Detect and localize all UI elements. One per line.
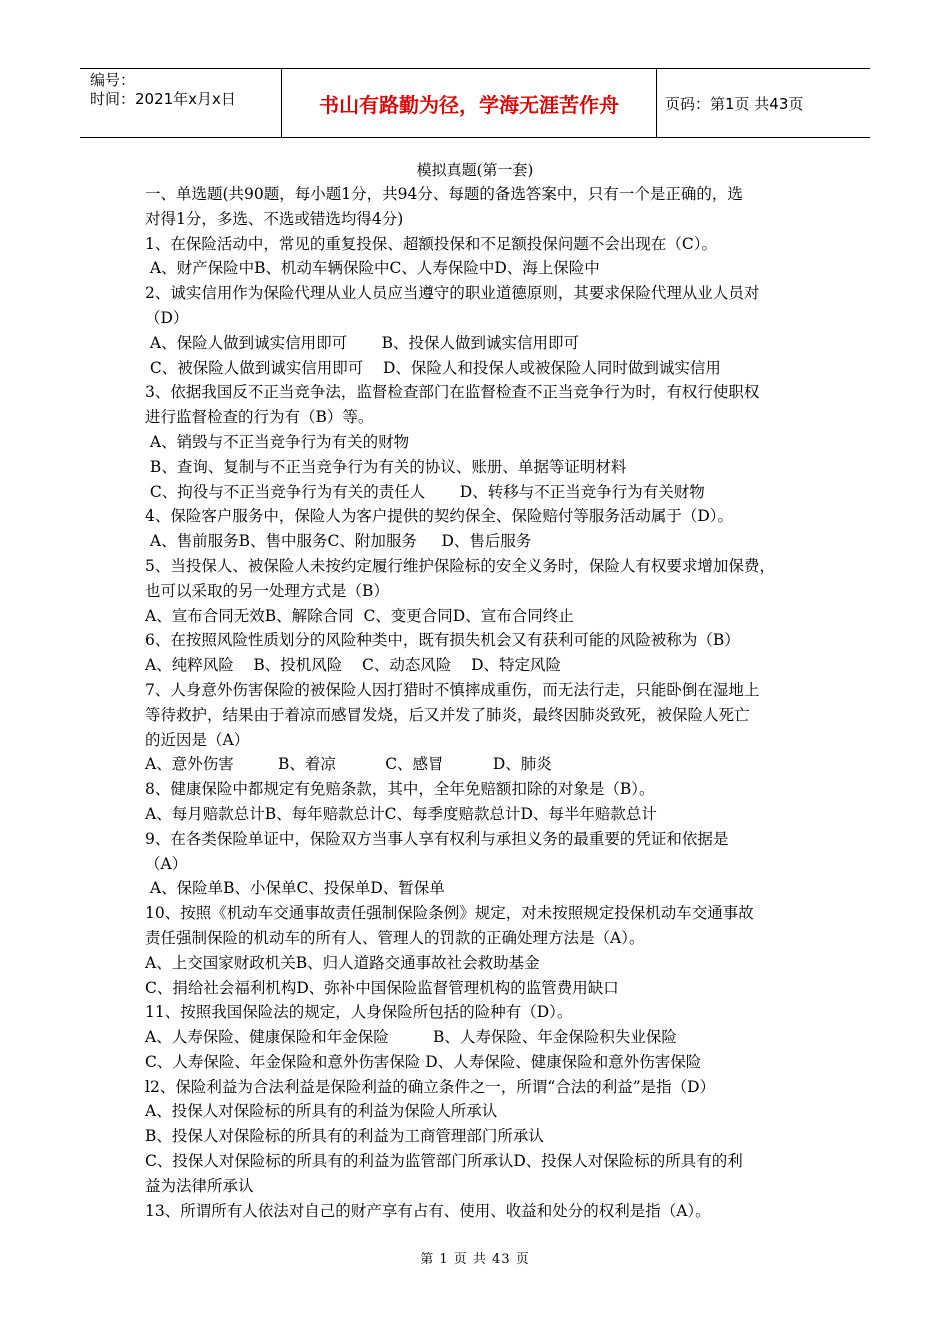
text-line: 的近因是（A）: [145, 730, 250, 749]
text-line: A、销毁与不正当竞争行为有关的财物: [145, 432, 410, 451]
text-line: 13、所谓所有人依法对自己的财产享有占有、使用、收益和处分的权利是指（A）。: [145, 1201, 711, 1220]
time-label: 时间：2021年x月x日: [90, 90, 236, 108]
text-line: 10、按照《机动车交通事故责任强制保险条例》规定，对未按照规定投保机动车交通事故: [145, 904, 754, 923]
text-line: 1、在保险活动中，常见的重复投保、超额投保和不足额投保问题不会出现在（C）。: [145, 234, 717, 253]
text-line: 8、健康保险中都规定有免赔条款，其中，全年免赔额扣除的对象是（B）。: [145, 780, 655, 799]
header-page-code: 页码：第1页 共43页: [665, 94, 804, 113]
text-line: C、拘役与不正当竞争行为有关的责任人 D、转移与不正当竞争行为有关财物: [145, 482, 705, 501]
text-line: 也可以采取的另一处理方式是（B）: [145, 581, 389, 600]
document-title: 模拟真题(第一套): [416, 161, 534, 179]
text-line: C、被保险人做到诚实信用即可 D、保险人和投保人或被保险人同时做到诚实信用: [145, 358, 721, 377]
text-line: 责任强制保险的机动车的所有人、管理人的罚款的正确处理方法是（A）。: [145, 928, 645, 947]
text-line: 2、诚实信用作为保险代理从业人员应当遵守的职业道德原则，其要求保险代理从业人员对: [145, 284, 760, 303]
text-line: 9、在各类保险单证中，保险双方当事人享有权利与承担义务的最重要的凭证和依据是: [145, 829, 729, 848]
text-line: B、查询、复制与不正当竞争行为有关的协议、账册、单据等证明材料: [145, 457, 627, 476]
text-line: 3、依据我国反不正当竞争法，监督检查部门在监督检查不正当竞争行为时，有权行使职权: [145, 383, 760, 402]
header-meta: [80, 69, 282, 137]
text-line: A、保险人做到诚实信用即可 B、投保人做到诚实信用即可: [145, 333, 580, 352]
text-line: A、纯粹风险 B、投机风险 C、动态风险 D、特定风险: [145, 656, 561, 675]
text-line: A、上交国家财政机关B、归人道路交通事故社会救助基金: [145, 953, 540, 972]
text-line: A、投保人对保险标的所具有的利益为保险人所承认: [145, 1102, 498, 1121]
document-body: [145, 182, 815, 1223]
text-line: A、人寿保险、健康保险和年金保险 B、人寿保险、年金保险积失业保险: [145, 1028, 677, 1047]
text-line: A、售前服务B、售中服务C、附加服务 D、售后服务: [145, 532, 532, 551]
page-footer: 第 1 页 共 43 页: [420, 1252, 530, 1267]
text-line: A、意外伤害 B、着凉 C、感冒 D、肺炎: [145, 755, 552, 774]
text-line: A、每月赔款总计B、每年赔款总计C、每季度赔款总计D、每半年赔款总计: [145, 804, 657, 823]
header-motto: 书山有路勤为径，学海无涯苦作舟: [282, 69, 657, 137]
text-line: （D）: [145, 308, 189, 327]
text-line: l2、保险利益为合法利益是保险利益的确立条件之一，所谓“合法的利益”是指（D）: [145, 1077, 716, 1096]
text-line: A、财产保险中B、机动车辆保险中C、人寿保险中D、海上保险中: [145, 259, 600, 278]
text-line: C、捐给社会福利机构D、弥补中国保险监督管理机构的监管费用缺口: [145, 978, 619, 997]
text-line: 11、按照我国保险法的规定，人身保险所包括的险种有（D）。: [145, 1003, 573, 1022]
text-line: 对得1分，多选、不选或错选均得4分): [145, 209, 404, 228]
text-line: A、保险单B、小保单C、投保单D、暂保单: [145, 879, 445, 898]
text-line: C、人寿保险、年金保险和意外伤害保险 D、人寿保险、健康保险和意外伤害保险: [145, 1052, 702, 1071]
text-line: A、宣布合同无效B、解除合同 C、变更合同D、宣布合同终止: [145, 606, 574, 625]
text-line: 一、单选题(共90题，每小题1分，共94分、每题的备选答案中，只有一个是正确的，选: [145, 185, 743, 203]
text-line: 7、人身意外伤害保险的被保险人因打猎时不慎摔成重伤，而无法行走，只能卧倒在湿地上: [145, 680, 760, 699]
text-line: C、投保人对保险标的所具有的利益为监管部门所承认D、投保人对保险标的所具有的利: [145, 1152, 743, 1171]
text-line: 进行监督检查的行为有（B）等。: [145, 408, 374, 427]
text-line: 等待救护，结果由于着凉而感冒发烧，后又并发了肺炎，最终因肺炎致死，被保险人死亡: [145, 705, 750, 724]
text-line: 6、在按照风险性质划分的风险种类中，既有损失机会又有获利可能的风险被称为（B）: [145, 631, 740, 650]
page-header: [80, 68, 870, 138]
text-line: 益为法律所承认: [145, 1176, 254, 1195]
text-line: 5、当投保人、被保险人未按约定履行维护保险标的安全义务时，保险人有权要求增加保费，: [145, 556, 775, 575]
text-line: B、投保人对保险标的所具有的利益为工商管理部门所承认: [145, 1127, 544, 1146]
text-line: （A）: [145, 854, 188, 873]
number-label: 编号：: [90, 71, 136, 89]
text-line: 4、保险客户服务中，保险人为客户提供的契约保全、保险赔付等服务活动属于（D）。: [145, 507, 734, 526]
